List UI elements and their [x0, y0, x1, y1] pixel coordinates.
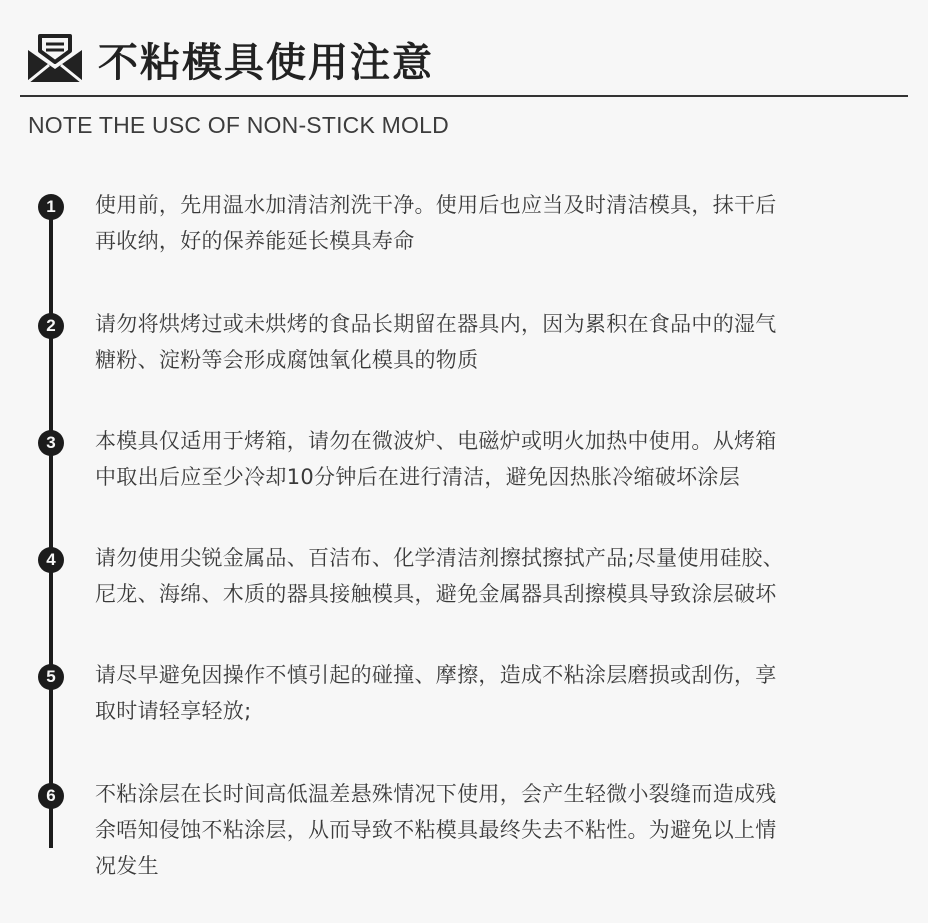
item-text	[95, 540, 905, 612]
item-text-line: 尼龙、海绵、木质的器具接触模具，避免金属器具刮擦模具导致涂层破坏	[95, 582, 777, 606]
item-text-line: 再收纳，好的保养能延长模具寿命	[95, 229, 415, 253]
step-number-badge: 2	[38, 313, 64, 339]
step-number-badge: 1	[38, 194, 64, 220]
item-text-line: 不粘涂层在长时间高低温差悬殊情况下使用，会产生轻微小裂缝而造成残	[95, 782, 777, 806]
mail-envelope-icon	[26, 34, 84, 84]
item-text-line: 请尽早避免因操作不慎引起的碰撞、摩擦，造成不粘涂层磨损或刮伤，享	[95, 663, 777, 687]
item-text-line: 中取出后应至少冷却10分钟后在进行清洁，避免因热胀冷缩破坏涂层	[95, 465, 741, 489]
item-text-line: 取时请轻享轻放;	[95, 699, 252, 723]
item-text-line: 本模具仅适用于烤箱，请勿在微波炉、电磁炉或明火加热中使用。从烤箱	[95, 429, 777, 453]
item-text-line: 请勿将烘烤过或未烘烤的食品长期留在器具内，因为累积在食品中的湿气	[95, 312, 777, 336]
item-text-line: 糖粉、淀粉等会形成腐蚀氧化模具的物质	[95, 348, 479, 372]
item-text	[95, 776, 905, 884]
item-text	[95, 423, 905, 495]
step-number-badge: 5	[38, 664, 64, 690]
page-title: 不粘模具使用注意	[98, 39, 434, 86]
step-number-badge: 3	[38, 430, 64, 456]
item-text-line: 况发生	[95, 854, 159, 878]
item-text-line: 余唔知侵蚀不粘涂层，从而导致不粘模具最终失去不粘性。为避免以上情	[95, 818, 777, 842]
item-text	[95, 187, 905, 259]
header-divider	[20, 95, 908, 97]
page-subtitle: NOTE THE USC OF NON-STICK MOLD	[28, 112, 449, 138]
step-number-badge: 4	[38, 547, 64, 573]
step-number-badge: 6	[38, 783, 64, 809]
item-text	[95, 306, 905, 378]
item-text-line: 使用前，先用温水加清洁剂洗干净。使用后也应当及时清洁模具，抹干后	[95, 193, 777, 217]
timeline-line	[49, 200, 53, 848]
item-text-line: 请勿使用尖锐金属品、百洁布、化学清洁剂擦拭擦拭产品;尽量使用硅胶、	[95, 546, 784, 570]
header	[26, 30, 434, 88]
item-text	[95, 657, 905, 729]
